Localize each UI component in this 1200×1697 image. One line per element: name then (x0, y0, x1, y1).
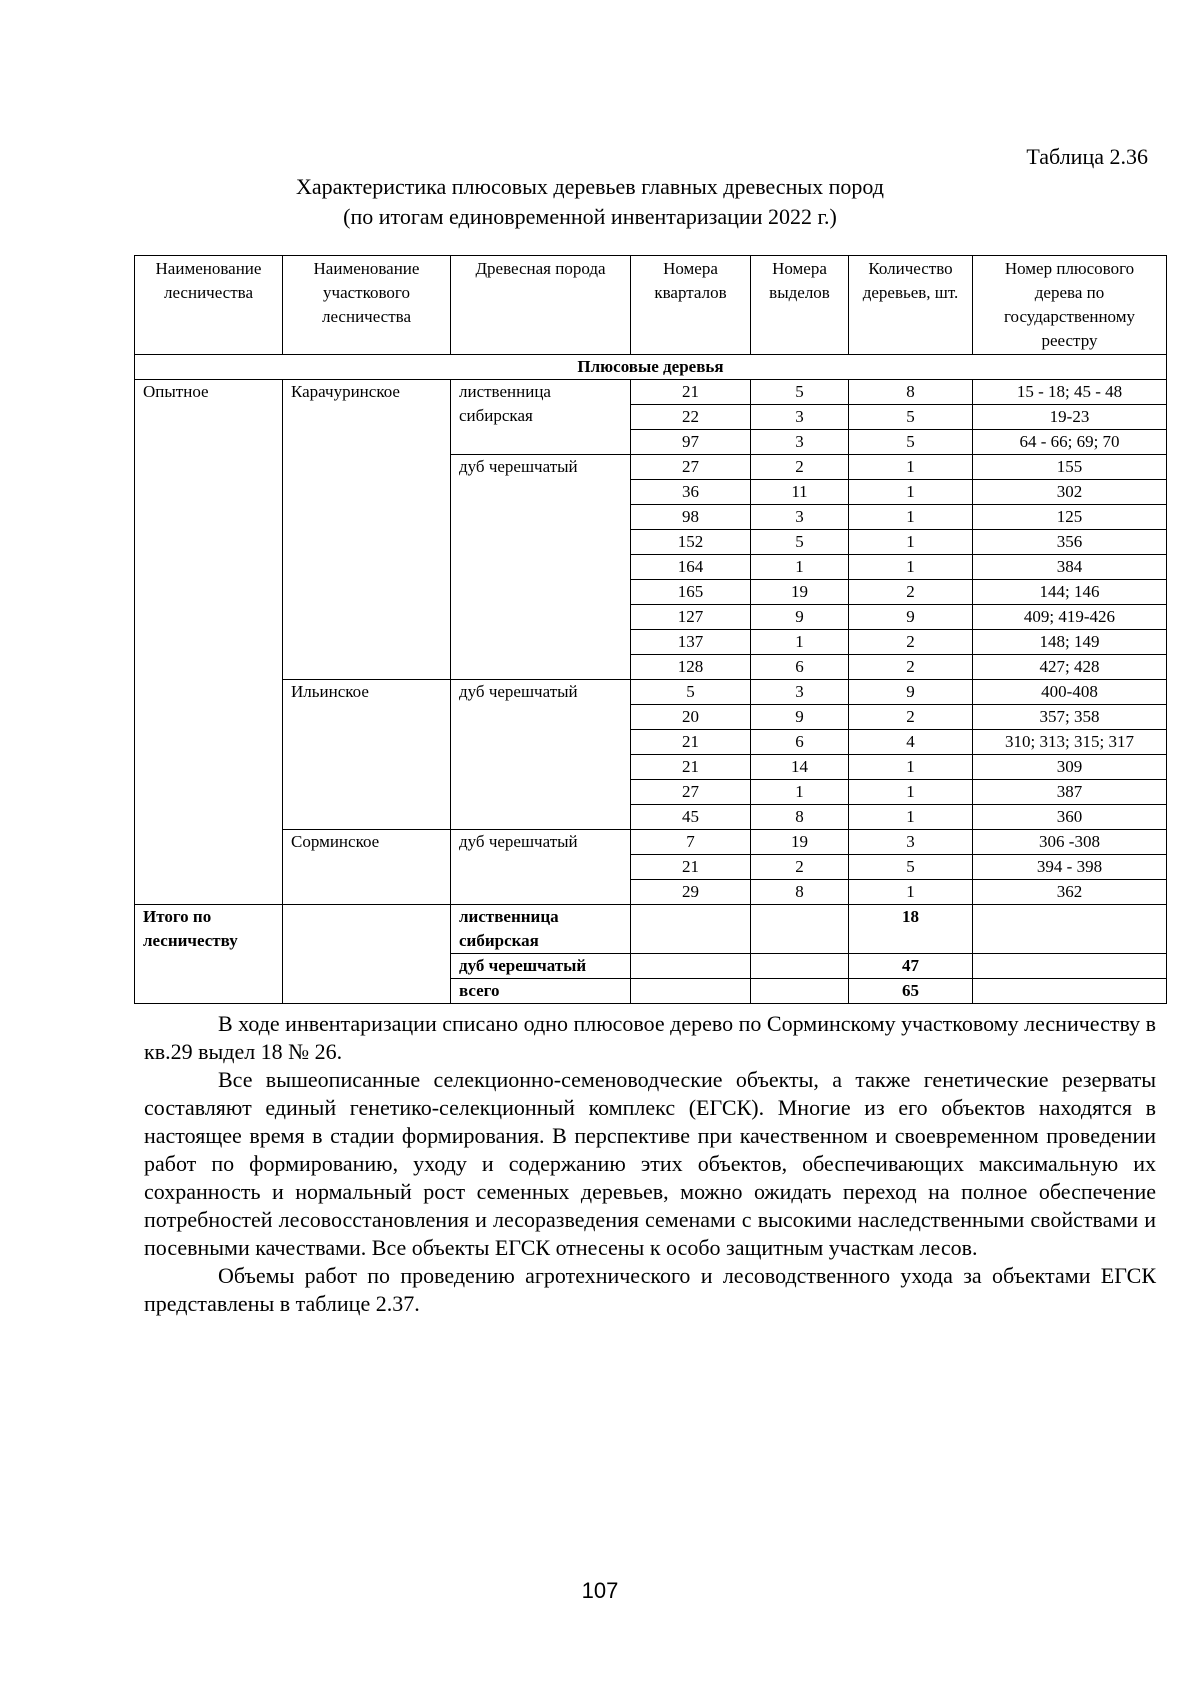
total-empty (631, 979, 751, 1004)
quarter-cell: 27 (631, 455, 751, 480)
total-empty (973, 905, 1167, 954)
registry-cell: 306 -308 (973, 830, 1167, 855)
plot-cell: 3 (751, 405, 849, 430)
quarter-cell: 164 (631, 555, 751, 580)
forestry-name: Опытное (135, 380, 283, 905)
header-quarters: Номера кварталов (631, 256, 751, 355)
plot-cell: 19 (751, 580, 849, 605)
caption-line-2: (по итогам единовременной инвентаризации 2022 г.) (343, 204, 837, 229)
species-cell: лиственница сибирская (451, 380, 631, 455)
count-cell: 1 (849, 755, 973, 780)
caption-line-1: Характеристика плюсовых деревьев главных древесных пород (296, 174, 884, 199)
quarter-cell: 128 (631, 655, 751, 680)
total-empty-district (283, 905, 451, 1004)
quarter-cell: 152 (631, 530, 751, 555)
registry-cell: 19-23 (973, 405, 1167, 430)
registry-cell: 387 (973, 780, 1167, 805)
registry-cell: 148; 149 (973, 630, 1167, 655)
plus-trees-table (134, 255, 1167, 1004)
quarter-cell: 20 (631, 705, 751, 730)
header-forestry: Наименование лесничества (135, 256, 283, 355)
quarter-cell: 36 (631, 480, 751, 505)
count-cell: 1 (849, 805, 973, 830)
body-text (144, 1010, 1156, 1318)
total-all-label: всего (451, 979, 631, 1004)
plot-cell: 9 (751, 705, 849, 730)
table-row (135, 380, 1167, 405)
count-cell: 5 (849, 855, 973, 880)
registry-cell: 309 (973, 755, 1167, 780)
quarter-cell: 98 (631, 505, 751, 530)
plot-cell: 8 (751, 880, 849, 905)
plot-cell: 8 (751, 805, 849, 830)
count-cell: 1 (849, 555, 973, 580)
total-empty (751, 954, 849, 979)
species-cell: дуб черешчатый (451, 830, 631, 905)
count-cell: 1 (849, 455, 973, 480)
quarter-cell: 29 (631, 880, 751, 905)
plot-cell: 6 (751, 655, 849, 680)
plot-cell: 1 (751, 555, 849, 580)
total-oak-value: 47 (849, 954, 973, 979)
registry-cell: 357; 358 (973, 705, 1167, 730)
registry-cell: 144; 146 (973, 580, 1167, 605)
total-empty (631, 905, 751, 954)
plot-cell: 5 (751, 530, 849, 555)
district-ilinskoe: Ильинское (283, 680, 451, 830)
count-cell: 1 (849, 480, 973, 505)
plot-cell: 6 (751, 730, 849, 755)
paragraph: Все вышеописанные селекционно-семеноводческие объекты, а также генетические резерваты составляют единый генетико-селекционный комплекс (ЕГСК). Многие из его объектов находятся в настоящее время в стадии формирования. В перспективе при качественном и своевременном проведении работ по формированию, уходу и содержанию этих объектов, обеспечивающих максимальную их сохранность и нормальный рост семенных деревьев, можно ожидать переход на полное обеспечение потребностей лесовосстановления и лесоразведения семенами с высокими наследственными свойствами и посевными качествами. Все объекты ЕГСК отнесены к особо защитным участкам лесов. (144, 1067, 1156, 1260)
total-empty (973, 954, 1167, 979)
total-all-value: 65 (849, 979, 973, 1004)
total-oak-label: дуб черешчатый (451, 954, 631, 979)
registry-cell: 302 (973, 480, 1167, 505)
header-count: Количество деревьев, шт. (849, 256, 973, 355)
district-sorminskoe: Сорминское (283, 830, 451, 905)
quarter-cell: 21 (631, 380, 751, 405)
species-cell: дуб черешчатый (451, 680, 631, 830)
registry-cell: 64 - 66; 69; 70 (973, 430, 1167, 455)
plot-cell: 19 (751, 830, 849, 855)
header-registry: Номер плюсового дерева по государственному реестру (973, 256, 1167, 355)
registry-cell: 427; 428 (973, 655, 1167, 680)
species-cell: дуб черешчатый (451, 455, 631, 680)
plot-cell: 3 (751, 430, 849, 455)
total-label: Итого по лесничеству (135, 905, 283, 1004)
registry-cell: 394 - 398 (973, 855, 1167, 880)
registry-cell: 155 (973, 455, 1167, 480)
registry-cell: 310; 313; 315; 317 (973, 730, 1167, 755)
count-cell: 1 (849, 780, 973, 805)
quarter-cell: 21 (631, 855, 751, 880)
quarter-cell: 5 (631, 680, 751, 705)
plot-cell: 3 (751, 505, 849, 530)
count-cell: 2 (849, 630, 973, 655)
count-cell: 2 (849, 580, 973, 605)
count-cell: 1 (849, 505, 973, 530)
total-empty (631, 954, 751, 979)
quarter-cell: 165 (631, 580, 751, 605)
registry-cell: 362 (973, 880, 1167, 905)
section-row (135, 355, 1167, 380)
total-larch-value: 18 (849, 905, 973, 954)
total-empty (751, 905, 849, 954)
count-cell: 2 (849, 705, 973, 730)
quarter-cell: 21 (631, 730, 751, 755)
registry-cell: 400-408 (973, 680, 1167, 705)
count-cell: 2 (849, 655, 973, 680)
count-cell: 5 (849, 430, 973, 455)
header-plots: Номера выделов (751, 256, 849, 355)
count-cell: 9 (849, 605, 973, 630)
total-empty (751, 979, 849, 1004)
quarter-cell: 27 (631, 780, 751, 805)
plot-cell: 14 (751, 755, 849, 780)
registry-cell: 384 (973, 555, 1167, 580)
paragraph: В ходе инвентаризации списано одно плюсовое дерево по Сорминскому участковому лесничеству в кв.29 выдел 18 № 26. (144, 1011, 1156, 1064)
plot-cell: 1 (751, 630, 849, 655)
table-number: Таблица 2.36 (1026, 144, 1148, 169)
quarter-cell: 21 (631, 755, 751, 780)
count-cell: 5 (849, 405, 973, 430)
count-cell: 4 (849, 730, 973, 755)
plot-cell: 5 (751, 380, 849, 405)
quarter-cell: 45 (631, 805, 751, 830)
registry-cell: 125 (973, 505, 1167, 530)
quarter-cell: 137 (631, 630, 751, 655)
registry-cell: 360 (973, 805, 1167, 830)
page-number: 107 (581, 1578, 619, 1603)
paragraph: Объемы работ по проведению агротехнического и лесоводственного ухода за объектами ЕГСК представлены в таблице 2.37. (144, 1263, 1156, 1316)
table-row (135, 680, 1167, 705)
total-larch-label: лиственница сибирская (451, 905, 631, 954)
registry-cell: 356 (973, 530, 1167, 555)
table-row (135, 830, 1167, 855)
header-district: Наименование участкового лесничества (283, 256, 451, 355)
registry-cell: 15 - 18; 45 - 48 (973, 380, 1167, 405)
header-species: Древесная порода (451, 256, 631, 355)
plot-cell: 11 (751, 480, 849, 505)
plot-cell: 3 (751, 680, 849, 705)
quarter-cell: 7 (631, 830, 751, 855)
plot-cell: 1 (751, 780, 849, 805)
table-caption (0, 172, 1200, 232)
section-title: Плюсовые деревья (135, 355, 1167, 380)
registry-cell: 409; 419-426 (973, 605, 1167, 630)
quarter-cell: 22 (631, 405, 751, 430)
table-header-row (135, 256, 1167, 355)
count-cell: 1 (849, 530, 973, 555)
district-karachurinskoe: Карачуринское (283, 380, 451, 680)
total-row (135, 905, 1167, 954)
quarter-cell: 97 (631, 430, 751, 455)
count-cell: 9 (849, 680, 973, 705)
plot-cell: 2 (751, 455, 849, 480)
plot-cell: 2 (751, 855, 849, 880)
count-cell: 8 (849, 380, 973, 405)
count-cell: 3 (849, 830, 973, 855)
quarter-cell: 127 (631, 605, 751, 630)
count-cell: 1 (849, 880, 973, 905)
total-empty (973, 979, 1167, 1004)
plot-cell: 9 (751, 605, 849, 630)
